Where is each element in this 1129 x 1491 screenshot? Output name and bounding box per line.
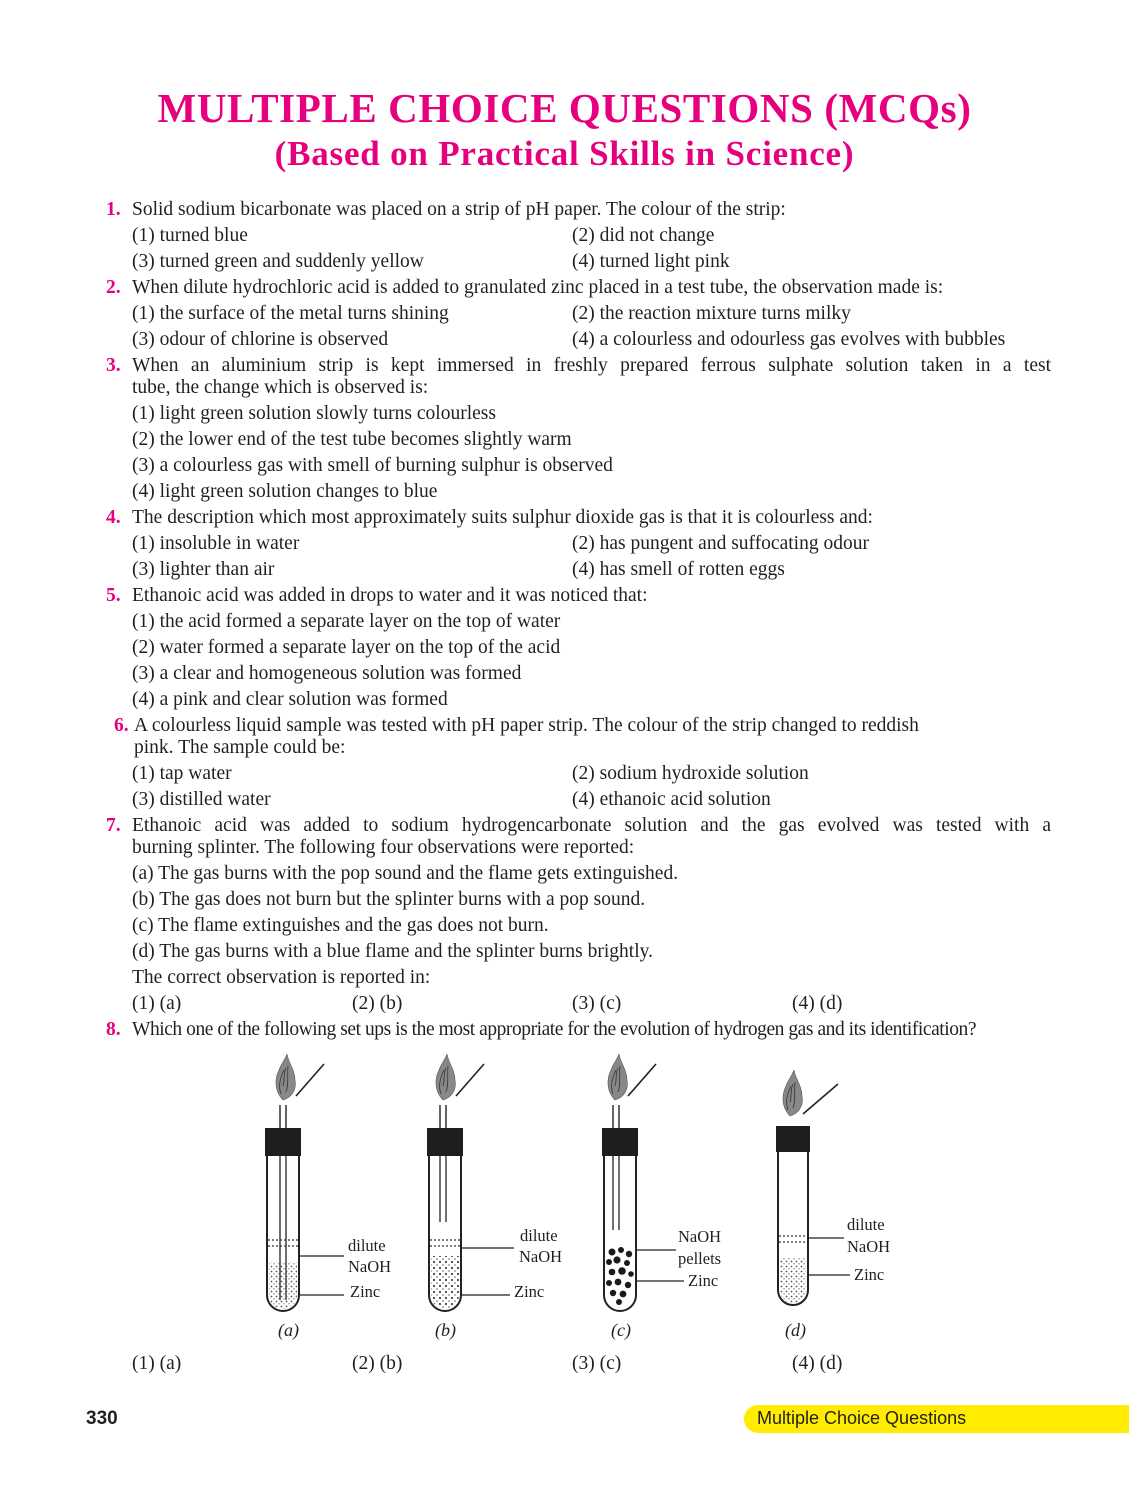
option: (3) (c) (572, 993, 622, 1014)
setup-c (602, 1054, 684, 1311)
footer-section-title: Multiple Choice Questions (757, 1408, 967, 1428)
sub-statement: The correct observation is reported in: (132, 967, 431, 988)
option: (1) the acid formed a separate layer on the top of water (132, 611, 561, 632)
option: (3) distilled water (132, 789, 271, 810)
option: (1) (a) (132, 1353, 182, 1374)
option: (4) turned light pink (572, 251, 730, 272)
label-a-liquid: NaOH (348, 1257, 392, 1276)
option: (2) sodium hydroxide solution (572, 763, 809, 784)
question-text: When an aluminium strip is kept immersed in freshly prepared ferrous sulphate solution taken in a test (132, 355, 1051, 376)
question-text: Ethanoic acid was added to sodium hydrogencarbonate solution and the gas evolved was tested with a (132, 815, 1051, 836)
sub-statement: (a) The gas burns with the pop sound and the flame gets extinguished. (132, 863, 679, 884)
question-text: A colourless liquid sample was tested with pH paper strip. The colour of the strip changed to reddish (134, 715, 919, 736)
label-d-liquid: dilute (847, 1215, 885, 1234)
option: (4) light green solution changes to blue (132, 481, 438, 502)
label-a-metal: Zinc (350, 1282, 381, 1301)
question-text: When dilute hydrochloric acid is added to granulated zinc placed in a test tube, the observation made is: (132, 277, 944, 298)
option: (1) insoluble in water (132, 533, 300, 554)
option: (2) the reaction mixture turns milky (572, 303, 851, 324)
sub-statement: (d) The gas burns with a blue flame and the splinter burns brightly. (132, 941, 653, 962)
option: (1) tap water (132, 763, 232, 784)
option: (2) has pungent and suffocating odour (572, 533, 869, 554)
label-c-reagent: NaOH (678, 1227, 722, 1246)
option: (1) light green solution slowly turns colourless (132, 403, 496, 424)
question-number: 7. (106, 815, 121, 836)
question-number: 3. (106, 355, 121, 376)
label-a-liquid: dilute (348, 1236, 386, 1255)
option: (1) (a) (132, 993, 182, 1014)
option: (3) lighter than air (132, 559, 275, 580)
option: (3) turned green and suddenly yellow (132, 251, 424, 272)
question-text: pink. The sample could be: (134, 737, 346, 758)
setup-b (427, 1054, 514, 1311)
label-b-liquid: NaOH (519, 1247, 563, 1266)
label-c-reagent: pellets (678, 1249, 722, 1268)
question-text: burning splinter. The following four observations were reported: (132, 837, 635, 858)
option: (2) water formed a separate layer on the top of the acid (132, 637, 561, 658)
option: (1) the surface of the metal turns shining (132, 303, 449, 324)
question-text: Solid sodium bicarbonate was placed on a strip of pH paper. The colour of the strip: (132, 199, 786, 220)
option: (4) ethanoic acid solution (572, 789, 771, 810)
question-text: Ethanoic acid was added in drops to water and it was noticed that: (132, 585, 648, 606)
sub-statement: (b) The gas does not burn but the splinter burns with a pop sound. (132, 889, 646, 910)
sub-statement: (c) The flame extinguishes and the gas does not burn. (132, 915, 549, 936)
question-number: 5. (106, 585, 121, 606)
option: (2) the lower end of the test tube becomes slightly warm (132, 429, 572, 450)
label-c-metal: Zinc (688, 1271, 719, 1290)
setup-d (776, 1070, 850, 1305)
caption-d: (d) (785, 1320, 806, 1340)
option: (4) (d) (792, 1353, 843, 1374)
option: (4) a colourless and odourless gas evolves with bubbles (572, 329, 1006, 350)
question-text: The description which most approximately suits sulphur dioxide gas is that it is colourless and: (132, 507, 873, 528)
question-text: Which one of the following set ups is the most appropriate for the evolution of hydrogen gas and its identification? (132, 1019, 977, 1040)
question-number: 1. (106, 199, 121, 220)
caption-c: (c) (611, 1320, 631, 1340)
label-d-metal: Zinc (854, 1265, 885, 1284)
option: (3) a colourless gas with smell of burning sulphur is observed (132, 455, 613, 476)
option: (2) (b) (352, 1353, 403, 1374)
page-title: MULTIPLE CHOICE QUESTIONS (MCQs) (157, 85, 972, 131)
page-number: 330 (86, 1408, 118, 1429)
question-number: 6. (114, 715, 129, 736)
question-number: 2. (106, 277, 121, 298)
label-b-metal: Zinc (514, 1282, 545, 1301)
setup-a (265, 1054, 344, 1311)
option: (4) has smell of rotten eggs (572, 559, 785, 580)
option: (4) (d) (792, 993, 843, 1014)
option: (2) did not change (572, 225, 715, 246)
question-number: 8. (106, 1019, 121, 1040)
label-b-liquid: dilute (520, 1226, 558, 1245)
caption-a: (a) (278, 1320, 299, 1340)
option: (3) (c) (572, 1353, 622, 1374)
label-d-liquid: NaOH (847, 1237, 891, 1256)
question-number: 4. (106, 507, 121, 528)
option: (3) odour of chlorine is observed (132, 329, 389, 350)
option: (3) a clear and homogeneous solution was formed (132, 663, 522, 684)
option: (1) turned blue (132, 225, 248, 246)
page-subtitle: (Based on Practical Skills in Science) (274, 134, 855, 173)
option: (2) (b) (352, 993, 403, 1014)
question-text: tube, the change which is observed is: (132, 377, 429, 398)
option: (4) a pink and clear solution was formed (132, 689, 448, 710)
caption-b: (b) (435, 1320, 456, 1340)
